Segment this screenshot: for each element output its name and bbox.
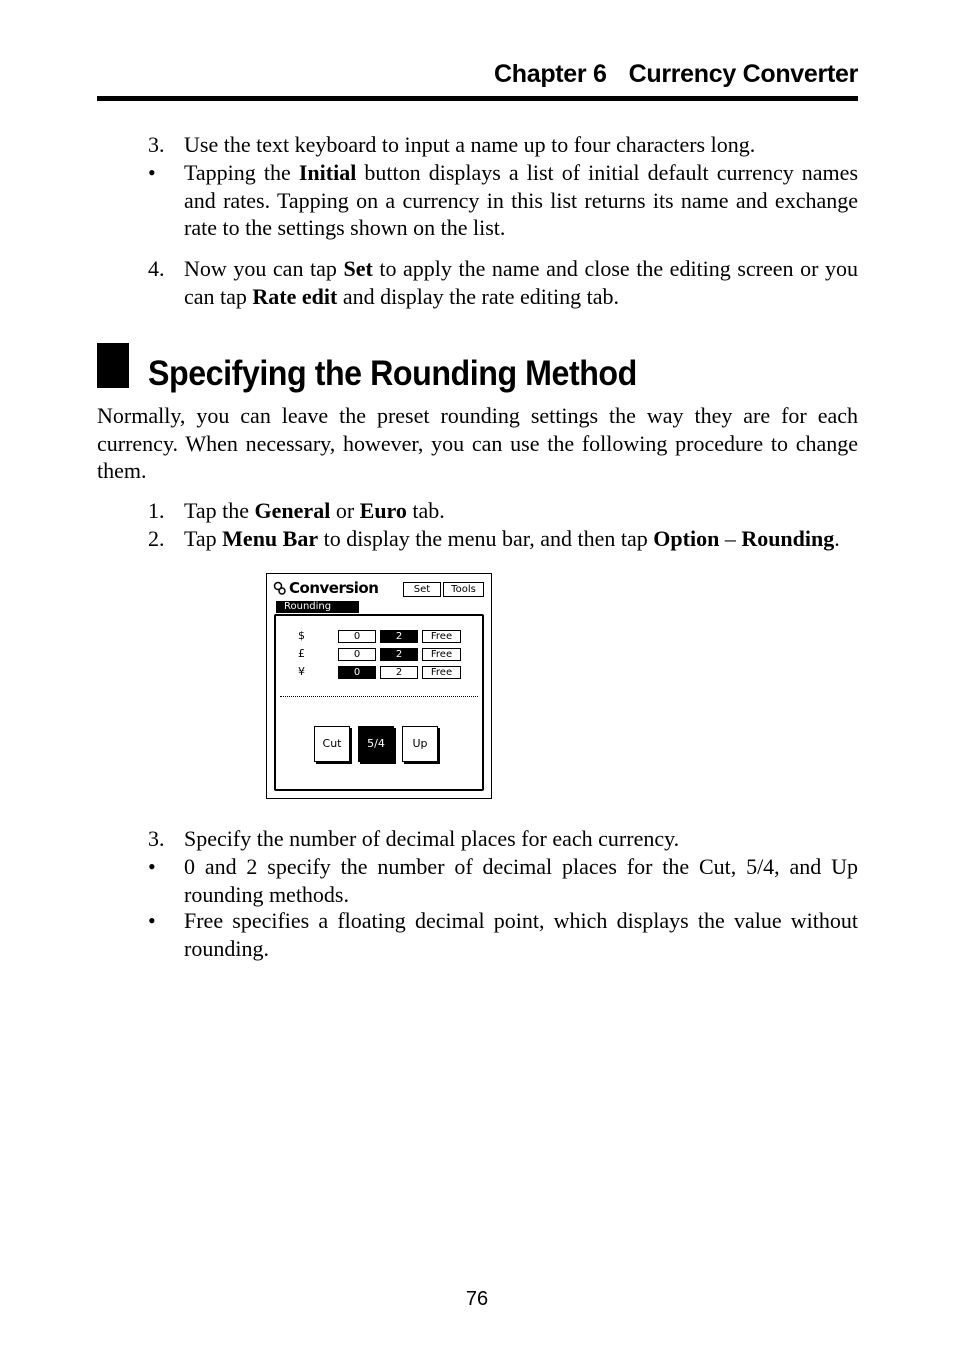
list-item	[148, 525, 858, 553]
tools-button[interactable]: Tools	[443, 582, 484, 597]
decimal-option-free[interactable]: Free	[422, 666, 461, 679]
chapter-title: Currency Converter	[628, 60, 858, 88]
list-marker: 4.	[148, 256, 165, 281]
list-text: Tapping the Initial button displays a list of initial default currency names and rates. Tapping on a currency in this list returns its name and exchange rate to the settings shown on the list.	[184, 160, 858, 240]
decimal-option-free[interactable]: Free	[422, 648, 461, 661]
emphasis: Set	[343, 256, 373, 281]
chapter-label: Chapter 6	[493, 60, 607, 88]
emphasis: General	[254, 498, 331, 523]
section-title: Specifying the Rounding Method	[148, 354, 637, 393]
section-marker-block	[97, 343, 129, 388]
decimal-option-0[interactable]: 0	[338, 648, 376, 661]
list-marker: 1.	[148, 498, 165, 523]
divider	[280, 696, 478, 697]
screen-title-text: Conversion	[289, 579, 379, 597]
list-marker: 3.	[148, 132, 165, 157]
list-text: 0 and 2 specify the number of decimal places for the Cut, 5/4, and Up rounding methods.	[184, 854, 858, 907]
list-text: Specify the number of decimal places for each currency.	[184, 826, 680, 851]
decimal-option-2[interactable]: 2	[380, 666, 418, 679]
screen-title	[273, 579, 378, 597]
list-text: Free specifies a floating decimal point, which displays the value without rounding.	[184, 908, 858, 961]
emphasis: Rate edit	[252, 283, 338, 309]
section-intro: Normally, you can leave the preset rounding settings the way they are for each currency. When necessary, however, you can use the following procedure to change them.	[97, 403, 858, 483]
conversion-icon	[273, 581, 287, 595]
header-rule	[97, 96, 858, 101]
list-text: Now you can tap Set to apply the name and close the editing screen or you can tap Rate edit and display the rate editing tab.	[184, 256, 858, 309]
list-item	[148, 825, 858, 853]
list-marker: 3.	[148, 826, 165, 851]
decimal-option-2[interactable]: 2	[380, 630, 418, 643]
emphasis: Euro	[359, 498, 407, 523]
emphasis: Initial	[298, 160, 357, 185]
decimal-option-free[interactable]: Free	[422, 630, 461, 643]
emphasis: Menu Bar	[222, 526, 319, 551]
rounding-button-up[interactable]: Up	[402, 726, 438, 762]
list-marker: •	[148, 160, 156, 185]
rounding-panel	[274, 614, 484, 791]
decimal-option-0[interactable]: 0	[338, 630, 376, 643]
page-number: 76	[465, 1288, 489, 1310]
list-text: Tap the General or Euro tab.	[184, 498, 445, 523]
list-item	[148, 907, 858, 962]
currency-symbol: £	[298, 647, 305, 660]
emphasis: Option	[653, 526, 720, 551]
list-text: Tap Menu Bar to display the menu bar, and then tap Option – Rounding.	[184, 526, 840, 551]
device-screen	[266, 573, 492, 799]
list-marker: •	[148, 908, 156, 933]
set-button[interactable]: Set	[403, 582, 441, 597]
rounding-button-cut[interactable]: Cut	[314, 726, 350, 762]
tab-rounding[interactable]: Rounding	[276, 601, 359, 613]
list-item	[148, 853, 858, 908]
list-marker: •	[148, 854, 156, 879]
list-item	[148, 497, 858, 525]
list-item	[148, 159, 858, 242]
emphasis: Rounding	[741, 526, 835, 551]
currency-symbol: ¥	[298, 665, 305, 678]
running-header	[97, 60, 858, 89]
decimal-option-2[interactable]: 2	[380, 648, 418, 661]
currency-symbol: $	[298, 629, 305, 642]
list-item	[148, 131, 858, 159]
list-text: Use the text keyboard to input a name up to four characters long.	[184, 132, 756, 157]
list-item	[148, 255, 858, 310]
rounding-button-round[interactable]: 5/4	[358, 726, 394, 762]
list-marker: 2.	[148, 526, 165, 551]
decimal-option-0[interactable]: 0	[338, 666, 376, 679]
